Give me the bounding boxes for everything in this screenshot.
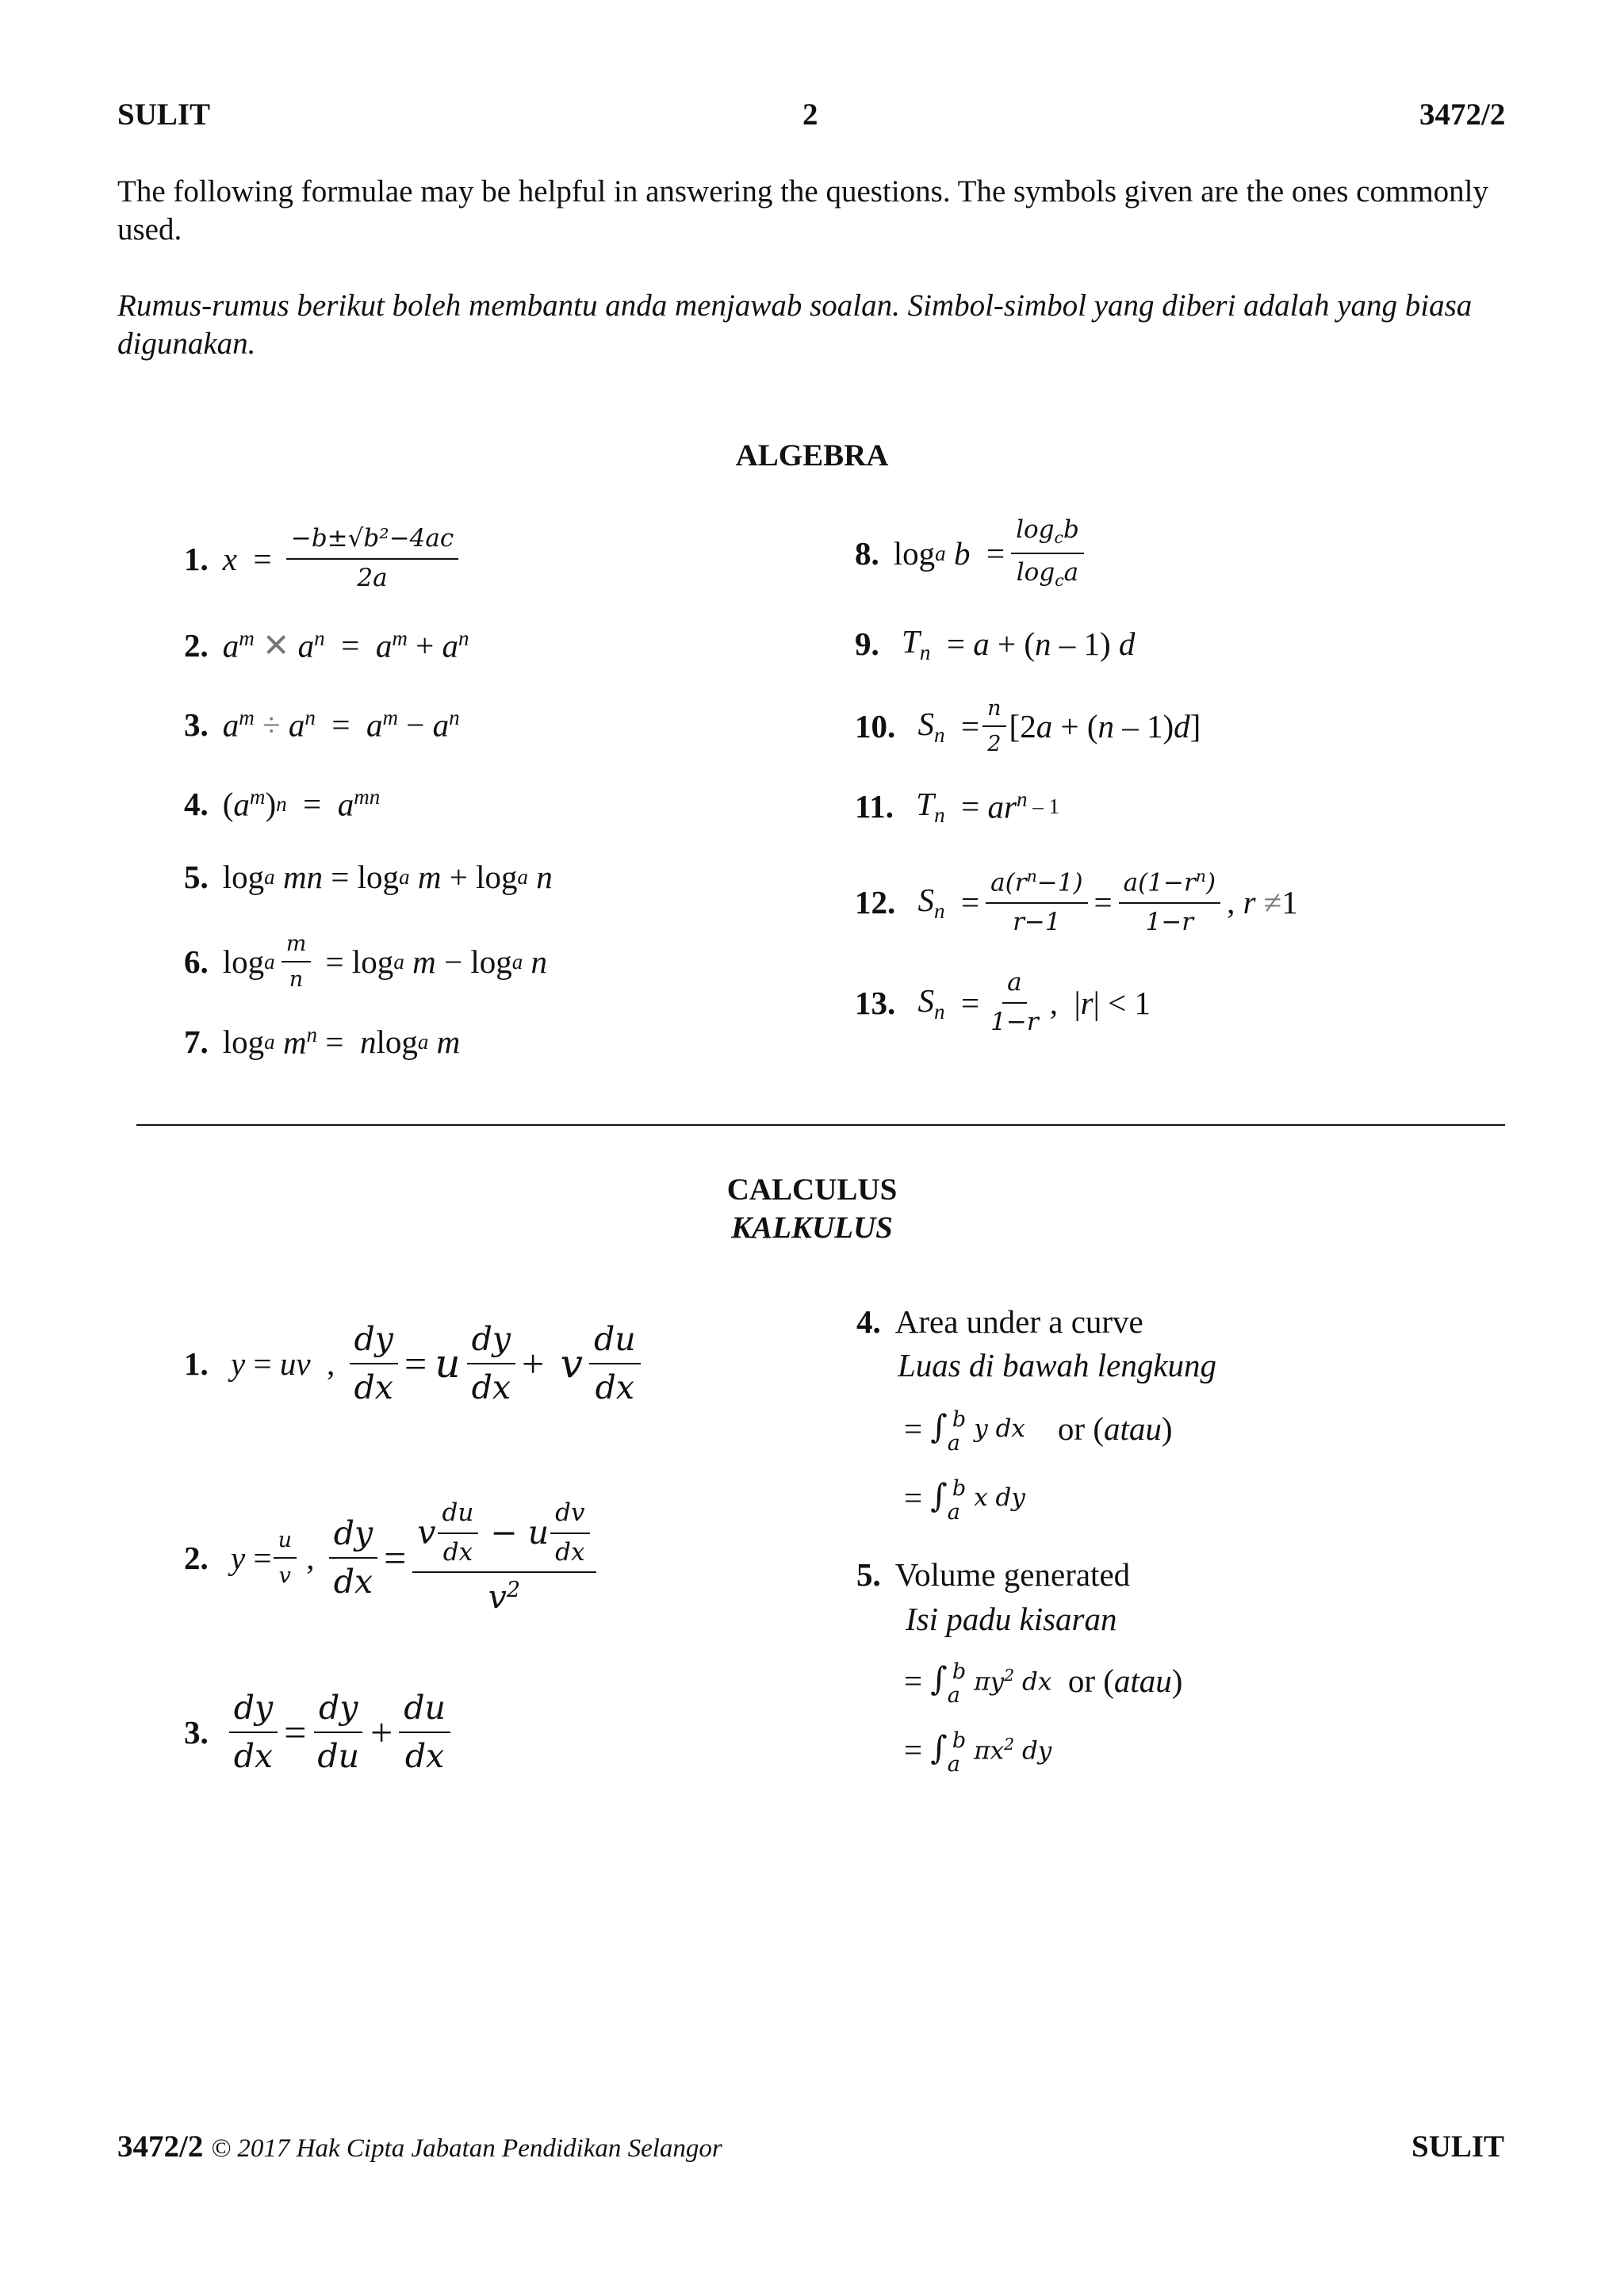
calculus-formula-3: 3. $\frac{dy}{dx}$ = $\frac{dy}{du}$ + $\frac{du}{dx}$ [184, 1685, 457, 1780]
formula-number: 5. [184, 859, 209, 895]
formula-number: 1. [184, 1345, 209, 1382]
formula-number: 8. [855, 535, 879, 572]
close-paren: ) [1171, 1663, 1183, 1700]
section-divider [136, 1124, 1505, 1126]
intro-english: The following formulae may be helpful in answering the questions. The symbols given are the ones commonly used. [117, 174, 1488, 247]
area-formula-y: = $\int_a^b$ y dx or ( atau ) [904, 1407, 1173, 1456]
footer-right: SULIT [1411, 2130, 1505, 2164]
area-formula-x: = $\int_a^b$ x dy [904, 1476, 1025, 1525]
formula-number: 9. [855, 626, 879, 663]
calculus-item-4-title [856, 1303, 1143, 1341]
formula-number: 2. [184, 627, 209, 664]
atau-text: atau [1113, 1663, 1172, 1700]
volume-formula-x: = $\int_a^b$ $\pi x^2$ dy [904, 1728, 1052, 1777]
algebra-formula-13: 13. $S_n$ = $\frac{a}{1-r}$ , | r | < 1 [855, 968, 1151, 1036]
algebra-formula-7: 7. log a $m^n$ = n log a m [184, 1023, 461, 1061]
algebra-formula-2: 2. $a^m$ ✕ $a^n$ = $a^m$ + $a^n$ [184, 626, 469, 664]
calculus-item-5-title [856, 1556, 1130, 1594]
calculus-heading-malay: KALKULUS [731, 1211, 893, 1245]
header-left: SULIT [117, 98, 211, 132]
footer-code: 3472/2 [117, 2130, 204, 2164]
formula-number: 2. [184, 1540, 209, 1576]
formula-number: 12. [855, 884, 896, 920]
or-text: or ( [1057, 1410, 1104, 1448]
footer-left [117, 2129, 722, 2164]
header-paper-code: 3472/2 [1419, 98, 1506, 132]
formula-number: 1. [184, 541, 209, 577]
algebra-formula-1: 1. x = $\frac{\text{−b±√b²−4ac}}{2a}$ [184, 519, 465, 599]
algebra-formula-6: 6. log a $\frac{m}{n}$ = log a m − log a n [184, 931, 547, 992]
algebra-heading: ALGEBRA [735, 438, 889, 473]
algebra-formula-11: 11. $T_n$ = $ar^n$ – 1 [855, 786, 1060, 828]
algebra-formula-12: 12. $S_n$ = $\frac{a(r^n-1)}{r-1}$ = $\frac{a(1-r^n)}{1-r}$ , r ≠ 1 [855, 867, 1298, 937]
algebra-formula-5: 5. log a mn = log a m + log a n [184, 859, 553, 895]
close-paren: ) [1161, 1410, 1173, 1448]
page-number: 2 [802, 98, 818, 132]
formula-number: 4. [184, 786, 209, 823]
formula-number: 5. [856, 1556, 881, 1593]
atau-text: atau [1103, 1410, 1162, 1448]
calculus-formula-2: 2. y = $\frac{u}{v}$ , $\frac{dy}{dx}$ = v $\frac{du}{dx}$ − u $\frac{dv}{dx}$ $v^2$ [184, 1483, 603, 1633]
volume-formula-y: = $\int_a^b$ $\pi y^2$ dx or ( atau ) [904, 1659, 1183, 1708]
formula-number: 3. [184, 1714, 209, 1751]
calculus-item-5-title-malay: Isi padu kisaran [906, 1601, 1117, 1637]
algebra-formula-3: 3. $a^m$ ÷ $a^n$ = $a^m$ − $a^n$ [184, 706, 460, 744]
item-title: Volume generated [894, 1556, 1131, 1593]
footer-copyright: © 2017 Hak Cipta Jabatan Pendidikan Selangor [211, 2134, 722, 2163]
formula-number: 7. [184, 1024, 209, 1061]
algebra-formula-8: 8. log a b = $\frac{\log_cb}{\log_ca}$ [855, 514, 1090, 593]
algebra-formula-10: 10. $S_n$ = $\frac{n}{2}$ [2 a + ( n – 1) d ] [855, 695, 1201, 756]
algebra-formula-9: 9. $T_n$ = a + ( n – 1) d [855, 623, 1136, 665]
calculus-heading: CALCULUS [726, 1173, 898, 1207]
calculus-item-4-title-malay: Luas di bawah lengkung [898, 1347, 1217, 1383]
formula-number: 11. [855, 788, 894, 825]
calculus-formula-1: 1. y = uv , $\frac{dy}{dx}$ = u $\frac{dy}{dx}$ + v $\frac{du}{dx}$ [184, 1316, 647, 1411]
intro-malay: Rumus-rumus berikut boleh membantu anda menjawab soalan. Simbol-simbol yang diberi adalah yang biasa digunakan. [117, 289, 1473, 361]
formula-number: 13. [855, 985, 896, 1021]
formula-number: 4. [856, 1303, 881, 1340]
item-title: Area under a curve [894, 1303, 1143, 1340]
formula-number: 6. [184, 943, 209, 980]
formula-number: 10. [855, 708, 896, 744]
formula-number: 3. [184, 706, 209, 744]
or-text: or ( [1067, 1663, 1114, 1700]
algebra-formula-4: 4. ( $a^m$ ) n = $a^{mn}$ [184, 785, 381, 823]
